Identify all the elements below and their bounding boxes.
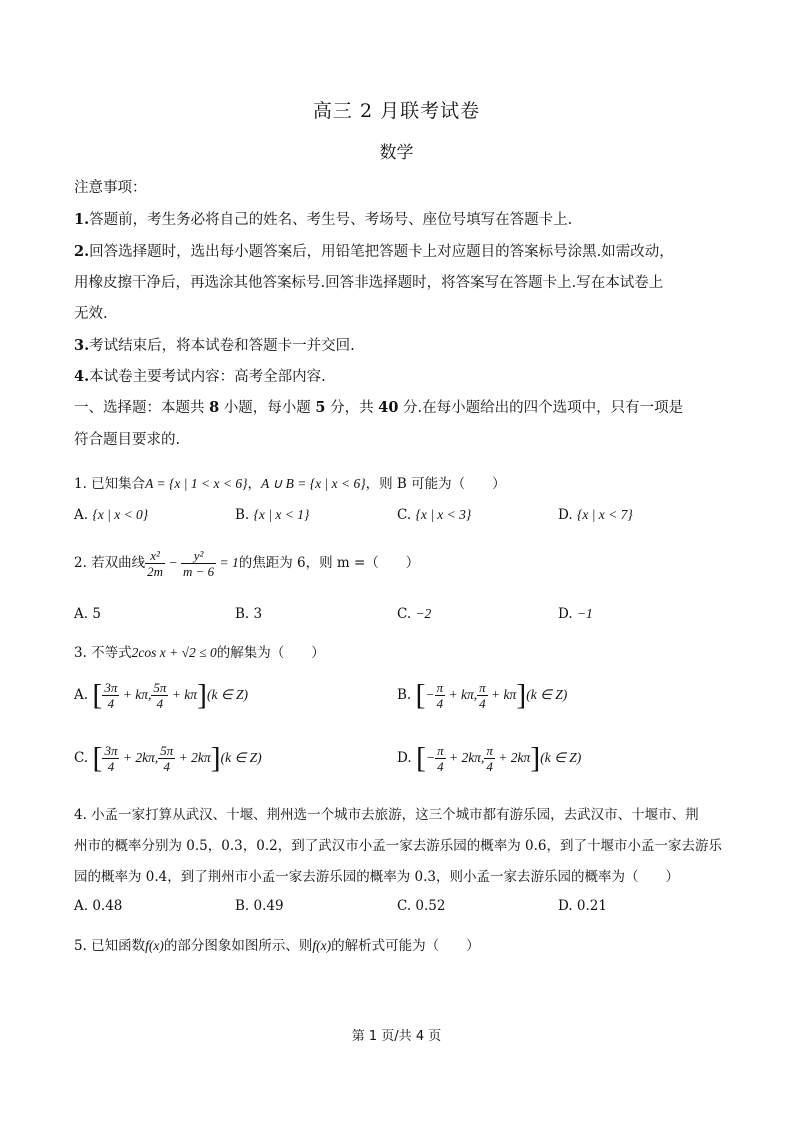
fraction-numerator: 3π — [104, 680, 118, 695]
question-text: 1. 已知集合 — [74, 476, 146, 492]
minus-sign: − — [165, 555, 181, 570]
question-text: ，则 B 可能为（ ） — [365, 476, 506, 492]
notice-item-2-continuation: 用橡皮擦干净后，再选涂其他答案标号.回答非选择题时，将答案写在答题卡上.写在本试卷上 — [74, 275, 664, 291]
fraction-numerator: 5π — [153, 680, 167, 695]
section-count: 8 — [209, 399, 220, 416]
option-label: D. — [558, 507, 573, 523]
notice-item-number: 3. — [74, 337, 90, 354]
fraction-x2-over-2m — [145, 548, 165, 579]
q1-option-b[interactable] — [235, 507, 309, 523]
option-label: A. — [74, 687, 89, 703]
question-1-stem — [74, 472, 506, 492]
left-bracket: [ — [415, 741, 426, 775]
option-value: {x | x < 3} — [415, 507, 472, 522]
fraction-numerator: y² — [181, 548, 216, 564]
left-bracket: [ — [92, 678, 103, 712]
option-label: C. — [74, 750, 89, 766]
k-in-z: (k ∈ Z) — [220, 750, 262, 765]
question-4-line-3: 园的概率为 0.4，到了荆州市小孟一家去游乐园的概率为 0.3，则小孟一家去游乐园的概率为（ ） — [74, 869, 680, 885]
fraction-denominator: 4 — [156, 696, 164, 711]
fraction-numerator: π — [486, 743, 493, 758]
term: + 2kπ — [494, 750, 531, 765]
equals-one: = 1 — [216, 555, 239, 570]
notice-item-3 — [74, 337, 724, 355]
fraction-denominator: 4 — [107, 696, 115, 711]
section-total: 40 — [378, 399, 399, 416]
q2-option-c[interactable] — [397, 606, 431, 622]
question-text: 3. 不等式 — [74, 645, 132, 661]
fraction — [477, 680, 488, 711]
section-heading-continuation: 符合题目要求的. — [74, 432, 181, 448]
notice-item-text: 答题前，考生务必将自己的姓名、考生号、考场号、座位号填写在答题卡上. — [89, 212, 573, 228]
question-text: 的部分图象如图所示、则 — [163, 938, 313, 954]
right-bracket: ] — [530, 741, 541, 775]
fraction-denominator: 4 — [436, 696, 444, 711]
question-3-stem — [74, 641, 325, 661]
q2-option-d[interactable] — [558, 606, 593, 622]
q1-option-d[interactable] — [558, 507, 633, 523]
right-bracket: ] — [210, 741, 221, 775]
right-bracket: ] — [197, 678, 207, 712]
term: + 2kπ, — [445, 750, 485, 765]
q4-option-c[interactable]: C. 0.52 — [397, 898, 446, 914]
fraction-denominator: 4 — [163, 759, 170, 774]
function-f-of-x: f(x) — [145, 938, 164, 953]
fraction — [158, 743, 175, 774]
set-a-expression: A = {x | 1 < x < 6} — [145, 476, 248, 491]
notice-item-text: 考试结束后，将本试卷和答题卡一并交回. — [89, 338, 355, 354]
fraction-numerator: x² — [145, 548, 165, 564]
negative-sign: − — [425, 687, 435, 702]
section-text: 小题，每小题 — [219, 400, 316, 416]
union-expression: A ∪ B = {x | x < 6} — [261, 476, 366, 491]
notice-item-number: 1. — [74, 211, 90, 228]
notice-item-4 — [74, 368, 724, 386]
negative-sign: − — [425, 750, 436, 765]
exam-title: 高三 2 月联考试卷 — [312, 100, 481, 122]
fraction-denominator: 4 — [437, 759, 444, 774]
option-label: B. — [235, 507, 250, 523]
section-heading — [74, 399, 724, 417]
notice-heading: 注意事项： — [74, 180, 147, 196]
fraction-numerator: 3π — [104, 743, 118, 758]
q2-option-b[interactable]: B. 3 — [235, 606, 263, 622]
question-text: 的解析式可能为（ ） — [331, 938, 480, 954]
option-label: C. — [397, 606, 412, 622]
k-in-z: (k ∈ Z) — [207, 687, 249, 702]
term: + 2kπ, — [119, 750, 159, 765]
left-bracket: [ — [415, 678, 426, 712]
question-text: 的焦距为 6，则 m =（ ） — [238, 555, 420, 571]
option-value: {x | x < 7} — [576, 507, 633, 522]
question-text: 5. 已知函数 — [74, 938, 146, 954]
option-label: C. — [397, 507, 412, 523]
fraction — [484, 743, 495, 774]
question-5-stem — [74, 934, 480, 954]
q4-option-b[interactable]: B. 0.49 — [235, 898, 284, 914]
fraction — [102, 680, 119, 711]
q4-option-d[interactable]: D. 0.21 — [558, 898, 607, 914]
k-in-z: (k ∈ Z) — [540, 750, 582, 765]
term: + kπ — [487, 687, 517, 702]
fraction-denominator: 2m — [147, 564, 164, 579]
fraction-denominator: 4 — [486, 759, 493, 774]
fraction-denominator: 4 — [479, 696, 486, 711]
fraction — [435, 743, 446, 774]
question-text: 2. 若双曲线 — [74, 555, 146, 571]
q1-option-c[interactable] — [397, 507, 471, 523]
question-2-stem — [74, 548, 419, 579]
notice-item-2 — [74, 243, 724, 261]
question-4-line-1: 4. 小孟一家打算从武汉、十堰、荆州选一个城市去旅游，这三个城市都有游乐园，去武汉市、十堰市、荆 — [74, 807, 699, 823]
term: + kπ — [168, 687, 197, 702]
question-text: ， — [247, 476, 261, 492]
exam-subject: 数学 — [379, 143, 414, 163]
page-footer: 第 1 页/共 4 页 — [351, 1029, 442, 1044]
q2-option-a[interactable]: A. 5 — [74, 606, 101, 622]
section-text: 分，共 — [325, 400, 379, 416]
section-points: 5 — [315, 399, 326, 416]
q3-option-c[interactable] — [74, 743, 262, 774]
question-4-line-2: 州市的概率分别为 0.5，0.3，0.2，到了武汉市小孟一家去游乐园的概率为 0.6，到了十堰市小孟一家去游乐 — [74, 838, 722, 854]
option-label: D. — [558, 606, 573, 622]
q4-option-a[interactable]: A. 0.48 — [74, 898, 123, 914]
fraction-denominator: m − 6 — [182, 564, 215, 579]
option-label: A. — [74, 507, 89, 523]
q3-option-b[interactable] — [397, 680, 567, 711]
q3-option-d[interactable] — [397, 743, 581, 774]
q1-option-a[interactable] — [74, 507, 148, 523]
option-value: {x | x < 0} — [92, 507, 149, 522]
notice-item-number: 2. — [74, 243, 90, 260]
term: + kπ, — [445, 687, 478, 702]
right-bracket: ] — [516, 678, 527, 712]
option-label: B. — [397, 687, 412, 703]
q3-option-a[interactable] — [74, 680, 248, 711]
fraction — [102, 743, 119, 774]
notice-item-text: 回答选择题时，选出每小题答案后，用铅笔把答题卡上对应题目的答案标号涂黑.如需改动， — [89, 244, 674, 260]
notice-item-text: 本试卷主要考试内容：高考全部内容. — [89, 369, 326, 385]
section-text: 分.在每小题给出的四个选项中，只有一项是 — [398, 400, 684, 416]
notice-item-number: 4. — [74, 368, 90, 385]
inequality-expression: 2cos x + √2 ≤ 0 — [131, 645, 217, 660]
option-value: −2 — [415, 606, 432, 621]
question-text: 的解集为（ ） — [216, 645, 325, 661]
option-value: {x | x < 1} — [253, 507, 310, 522]
function-f-of-x: f(x) — [312, 938, 332, 953]
fraction-denominator: 4 — [107, 759, 115, 774]
fraction-numerator: π — [436, 680, 444, 695]
term: + kπ, — [119, 687, 152, 702]
fraction — [151, 680, 168, 711]
fraction-numerator: π — [437, 743, 444, 758]
option-label: D. — [397, 750, 412, 766]
option-value: −1 — [576, 606, 593, 621]
section-text: 一、选择题：本题共 — [74, 400, 210, 416]
left-bracket: [ — [92, 741, 103, 775]
fraction-y2-over-m-6 — [181, 548, 216, 579]
fraction-numerator: π — [479, 680, 486, 695]
fraction-numerator: 5π — [160, 743, 174, 758]
notice-item-2-continuation: 无效. — [74, 306, 108, 322]
notice-item-1 — [74, 211, 724, 229]
k-in-z: (k ∈ Z) — [526, 687, 568, 702]
fraction — [435, 680, 446, 711]
term: + 2kπ — [175, 750, 211, 765]
